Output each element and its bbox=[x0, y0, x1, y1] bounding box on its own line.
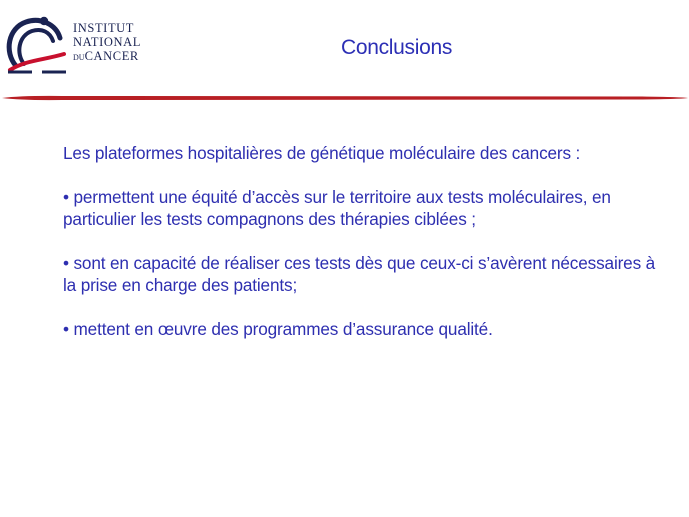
logo-line-3-prefix: DU bbox=[73, 53, 85, 62]
logo-line-3: CANCER bbox=[84, 49, 139, 63]
bullet-item: • permettent une équité d’accès sur le territoire aux tests moléculaires, en particulier les tests compagnons des thérapies ciblées ; bbox=[63, 187, 611, 229]
logo-line-1: INSTITUT bbox=[73, 21, 135, 35]
header-divider bbox=[2, 95, 688, 101]
slide-body bbox=[63, 142, 663, 362]
bullet-item: • sont en capacité de réaliser ces tests dès que ceux-ci s’avèrent nécessaires à la prise en charge des patients; bbox=[63, 253, 656, 295]
intro-paragraph: Les plateformes hospitalières de génétique moléculaire des cancers : bbox=[63, 143, 581, 163]
logo-line-2: NATIONAL bbox=[73, 35, 141, 49]
bullet-item: • mettent en œuvre des programmes d’assurance qualité. bbox=[63, 319, 493, 339]
slide-title: Conclusions bbox=[340, 36, 453, 59]
